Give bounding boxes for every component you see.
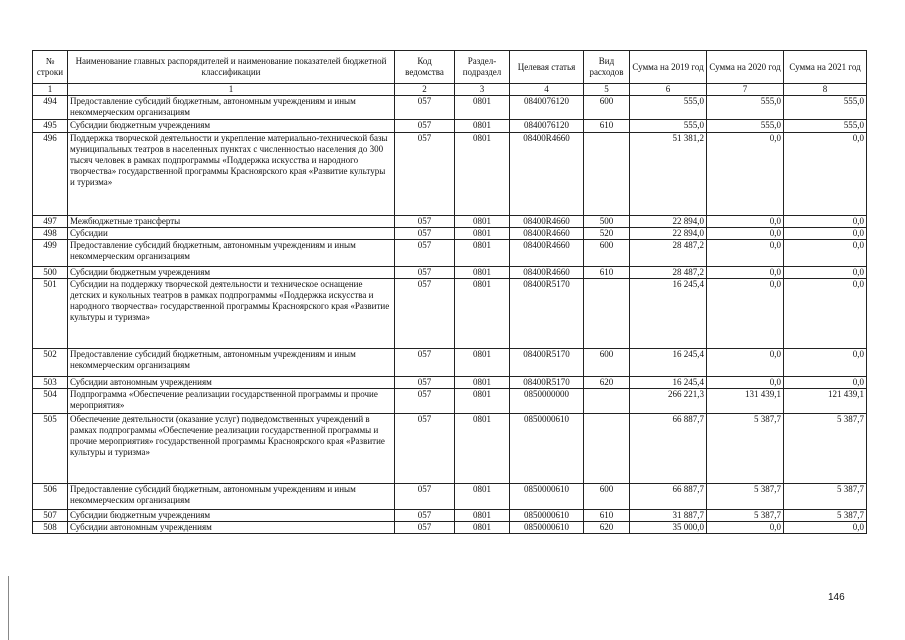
table-row <box>33 522 867 534</box>
row-name-cell: Поддержка творческой деятельности и укрепление материально-технической базы муниципальных театров в населенных пунктах с численностью населения до 300 тысяч человек в рамках подпрограммы «Поддержка искусства и народного творчества» государственной программы Красноярского края «Развитие культуры и туризма» <box>68 133 395 216</box>
department-code-cell: 057 <box>395 267 455 279</box>
sum-2021-cell: 121 439,1 <box>784 389 867 414</box>
row-name-cell: Межбюджетные трансферты <box>68 216 395 228</box>
table-row <box>33 96 867 120</box>
column-number-row <box>33 84 867 96</box>
row-number-cell: 502 <box>33 349 68 377</box>
section-cell: 0801 <box>455 96 510 120</box>
expense-type-cell: 620 <box>584 377 630 389</box>
sum-2019-cell: 66 887,7 <box>630 484 707 510</box>
column-number: 1 <box>68 84 395 96</box>
row-number-cell: 503 <box>33 377 68 389</box>
row-number-cell: 495 <box>33 120 68 133</box>
row-number-cell: 504 <box>33 389 68 414</box>
sum-2021-cell: 5 387,7 <box>784 414 867 484</box>
sum-2021-cell: 5 387,7 <box>784 510 867 522</box>
target-item-cell: 08400R4660 <box>510 267 584 279</box>
expense-type-cell: 610 <box>584 267 630 279</box>
section-cell: 0801 <box>455 510 510 522</box>
section-cell: 0801 <box>455 216 510 228</box>
row-number-cell: 507 <box>33 510 68 522</box>
sum-2020-cell: 0,0 <box>707 267 784 279</box>
row-number-cell: 496 <box>33 133 68 216</box>
sum-2020-cell: 0,0 <box>707 377 784 389</box>
expense-type-cell: 600 <box>584 349 630 377</box>
sum-2021-cell: 0,0 <box>784 522 867 534</box>
table-row <box>33 228 867 240</box>
sum-2021-cell: 0,0 <box>784 279 867 349</box>
column-number: 5 <box>584 84 630 96</box>
expense-type-cell <box>584 133 630 216</box>
expense-type-cell: 620 <box>584 522 630 534</box>
row-name-cell: Субсидии бюджетным учреждениям <box>68 120 395 133</box>
budget-table <box>32 50 867 534</box>
department-code-cell: 057 <box>395 349 455 377</box>
sum-2020-cell: 555,0 <box>707 120 784 133</box>
sum-2020-cell: 0,0 <box>707 349 784 377</box>
expense-type-cell: 600 <box>584 484 630 510</box>
sum-2020-cell: 0,0 <box>707 133 784 216</box>
sum-2021-cell: 0,0 <box>784 228 867 240</box>
sum-2021-cell: 555,0 <box>784 96 867 120</box>
sum-2021-cell: 5 387,7 <box>784 484 867 510</box>
sum-2021-cell: 0,0 <box>784 267 867 279</box>
expense-type-cell: 500 <box>584 216 630 228</box>
header-sum-2021: Сумма на 2021 год <box>784 51 867 84</box>
sum-2019-cell: 16 245,4 <box>630 349 707 377</box>
sum-2020-cell: 0,0 <box>707 216 784 228</box>
sum-2019-cell: 66 887,7 <box>630 414 707 484</box>
table-row <box>33 389 867 414</box>
sum-2020-cell: 0,0 <box>707 240 784 267</box>
header-sum-2019: Сумма на 2019 год <box>630 51 707 84</box>
sum-2021-cell: 0,0 <box>784 377 867 389</box>
row-name-cell: Предоставление субсидий бюджетным, автономным учреждениям и иным некоммерческим организациям <box>68 484 395 510</box>
header-sum-2020: Сумма на 2020 год <box>707 51 784 84</box>
sum-2021-cell: 0,0 <box>784 240 867 267</box>
sum-2020-cell: 5 387,7 <box>707 484 784 510</box>
expense-type-cell <box>584 414 630 484</box>
sum-2019-cell: 28 487,2 <box>630 240 707 267</box>
department-code-cell: 057 <box>395 522 455 534</box>
target-item-cell: 08400R4660 <box>510 240 584 267</box>
section-cell: 0801 <box>455 377 510 389</box>
sum-2021-cell: 0,0 <box>784 349 867 377</box>
department-code-cell: 057 <box>395 484 455 510</box>
table-row <box>33 216 867 228</box>
column-number: 6 <box>630 84 707 96</box>
table-row <box>33 484 867 510</box>
target-item-cell: 0840076120 <box>510 120 584 133</box>
section-cell: 0801 <box>455 389 510 414</box>
column-number: 4 <box>510 84 584 96</box>
section-cell: 0801 <box>455 133 510 216</box>
row-number-cell: 494 <box>33 96 68 120</box>
department-code-cell: 057 <box>395 279 455 349</box>
expense-type-cell: 600 <box>584 96 630 120</box>
target-item-cell: 08400R5170 <box>510 279 584 349</box>
expense-type-cell: 520 <box>584 228 630 240</box>
target-item-cell: 0850000610 <box>510 510 584 522</box>
section-cell: 0801 <box>455 484 510 510</box>
sum-2019-cell: 35 000,0 <box>630 522 707 534</box>
section-cell: 0801 <box>455 414 510 484</box>
row-number-cell: 501 <box>33 279 68 349</box>
sum-2020-cell: 0,0 <box>707 522 784 534</box>
margin-line <box>8 576 9 640</box>
row-number-cell: 497 <box>33 216 68 228</box>
department-code-cell: 057 <box>395 389 455 414</box>
department-code-cell: 057 <box>395 414 455 484</box>
header-expense-type: Вид расходов <box>584 51 630 84</box>
table-row <box>33 267 867 279</box>
section-cell: 0801 <box>455 349 510 377</box>
target-item-cell: 08400R5170 <box>510 377 584 389</box>
row-name-cell: Субсидии <box>68 228 395 240</box>
sum-2019-cell: 28 487,2 <box>630 267 707 279</box>
row-number-cell: 500 <box>33 267 68 279</box>
table-row <box>33 377 867 389</box>
target-item-cell: 08400R4660 <box>510 228 584 240</box>
expense-type-cell <box>584 389 630 414</box>
table-row <box>33 510 867 522</box>
table-row <box>33 414 867 484</box>
expense-type-cell <box>584 279 630 349</box>
section-cell: 0801 <box>455 279 510 349</box>
sum-2019-cell: 22 894,0 <box>630 216 707 228</box>
section-cell: 0801 <box>455 228 510 240</box>
section-cell: 0801 <box>455 240 510 267</box>
table-body <box>33 96 867 534</box>
column-number: 3 <box>455 84 510 96</box>
row-name-cell: Субсидии бюджетным учреждениям <box>68 267 395 279</box>
page-number: 146 <box>828 592 845 603</box>
row-name-cell: Предоставление субсидий бюджетным, автономным учреждениям и иным некоммерческим организациям <box>68 96 395 120</box>
row-number-cell: 508 <box>33 522 68 534</box>
sum-2019-cell: 51 381,2 <box>630 133 707 216</box>
sum-2019-cell: 31 887,7 <box>630 510 707 522</box>
section-cell: 0801 <box>455 267 510 279</box>
target-item-cell: 0840076120 <box>510 96 584 120</box>
header-department-code: Код ведомства <box>395 51 455 84</box>
row-name-cell: Подпрограмма «Обеспечение реализации государственной программы и прочие мероприятия» <box>68 389 395 414</box>
section-cell: 0801 <box>455 120 510 133</box>
department-code-cell: 057 <box>395 216 455 228</box>
table-row <box>33 133 867 216</box>
sum-2021-cell: 0,0 <box>784 133 867 216</box>
header-name: Наименование главных распорядителей и наименование показателей бюджетной классификации <box>68 51 395 84</box>
sum-2019-cell: 22 894,0 <box>630 228 707 240</box>
table-row <box>33 120 867 133</box>
column-number: 8 <box>784 84 867 96</box>
row-name-cell: Предоставление субсидий бюджетным, автономным учреждениям и иным некоммерческим организациям <box>68 240 395 267</box>
row-name-cell: Субсидии бюджетным учреждениям <box>68 510 395 522</box>
row-number-cell: 499 <box>33 240 68 267</box>
department-code-cell: 057 <box>395 228 455 240</box>
target-item-cell: 0850000000 <box>510 389 584 414</box>
target-item-cell: 0850000610 <box>510 522 584 534</box>
sum-2020-cell: 0,0 <box>707 228 784 240</box>
row-name-cell: Предоставление субсидий бюджетным, автономным учреждениям и иным некоммерческим организациям <box>68 349 395 377</box>
department-code-cell: 057 <box>395 120 455 133</box>
expense-type-cell: 610 <box>584 510 630 522</box>
row-name-cell: Субсидии на поддержку творческой деятельности и техническое оснащение детских и кукольных театров в рамках подпрограммы «Поддержка искусства и народного творчества» государственной программы Красноярского края «Развитие культуры и туризма» <box>68 279 395 349</box>
sum-2019-cell: 16 245,4 <box>630 377 707 389</box>
row-number-cell: 498 <box>33 228 68 240</box>
sum-2020-cell: 5 387,7 <box>707 414 784 484</box>
sum-2019-cell: 555,0 <box>630 96 707 120</box>
row-name-cell: Субсидии автономным учреждениям <box>68 522 395 534</box>
column-number: 1 <box>33 84 68 96</box>
department-code-cell: 057 <box>395 240 455 267</box>
department-code-cell: 057 <box>395 133 455 216</box>
row-number-cell: 506 <box>33 484 68 510</box>
target-item-cell: 08400R4660 <box>510 133 584 216</box>
expense-type-cell: 600 <box>584 240 630 267</box>
department-code-cell: 057 <box>395 377 455 389</box>
department-code-cell: 057 <box>395 96 455 120</box>
table-row <box>33 279 867 349</box>
sum-2019-cell: 555,0 <box>630 120 707 133</box>
row-name-cell: Обеспечение деятельности (оказание услуг) подведомственных учреждений в рамках подпрограммы «Обеспечение реализации государственной программы и прочие мероприятия» государственной программы Красноярского края «Развитие культуры и туризма» <box>68 414 395 484</box>
expense-type-cell: 610 <box>584 120 630 133</box>
sum-2020-cell: 555,0 <box>707 96 784 120</box>
header-target-item: Целевая статья <box>510 51 584 84</box>
row-number-cell: 505 <box>33 414 68 484</box>
row-name-cell: Субсидии автономным учреждениям <box>68 377 395 389</box>
column-number: 7 <box>707 84 784 96</box>
header-section: Раздел-подраздел <box>455 51 510 84</box>
section-cell: 0801 <box>455 522 510 534</box>
sum-2021-cell: 555,0 <box>784 120 867 133</box>
department-code-cell: 057 <box>395 510 455 522</box>
sum-2020-cell: 131 439,1 <box>707 389 784 414</box>
sum-2020-cell: 0,0 <box>707 279 784 349</box>
column-number: 2 <box>395 84 455 96</box>
table-row <box>33 240 867 267</box>
target-item-cell: 0850000610 <box>510 484 584 510</box>
table-row <box>33 349 867 377</box>
header-row-number: № строки <box>33 51 68 84</box>
target-item-cell: 08400R5170 <box>510 349 584 377</box>
sum-2021-cell: 0,0 <box>784 216 867 228</box>
sum-2019-cell: 266 221,3 <box>630 389 707 414</box>
sum-2019-cell: 16 245,4 <box>630 279 707 349</box>
target-item-cell: 08400R4660 <box>510 216 584 228</box>
target-item-cell: 0850000610 <box>510 414 584 484</box>
sum-2020-cell: 5 387,7 <box>707 510 784 522</box>
